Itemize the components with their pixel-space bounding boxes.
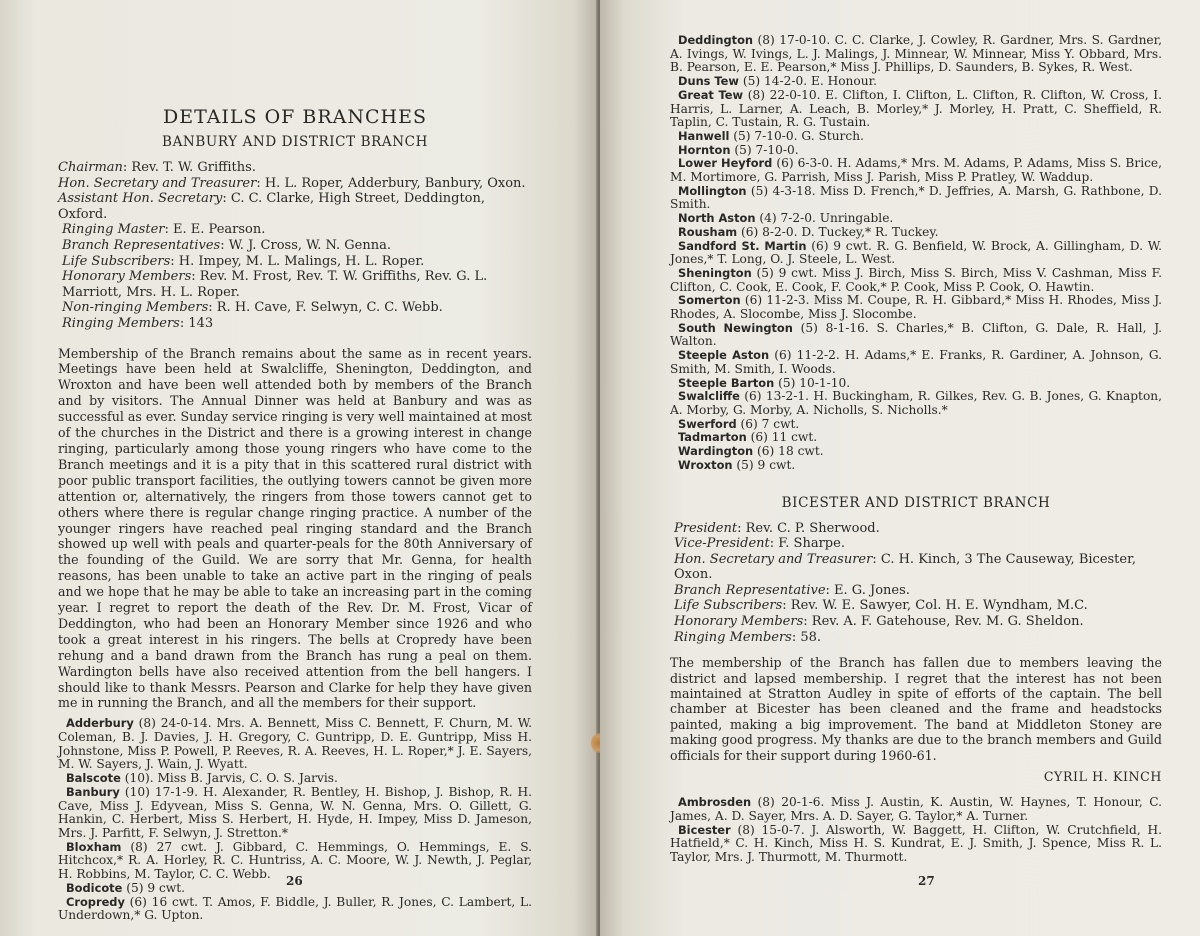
tower-entry: Duns Tew (5) 14-2-0. E. Honour.	[678, 74, 877, 89]
tower-entry: Tadmarton (6) 11 cwt.	[678, 430, 818, 445]
officer-row: Vice-President: F. Sharpe.	[674, 536, 845, 552]
main-title: DETAILS OF BRANCHES	[162, 106, 428, 128]
officer-row: Life Subscribers: H. Impey, M. L. Malings, H. L. Roper.	[62, 253, 425, 269]
tower-entry: Swerford (6) 7 cwt.	[678, 416, 800, 431]
tower-entry: Bicester (8) 15-0-7. J. Alsworth, W. Baggett, H. Clifton, W. Crutchfield, H. Hatfield,* C. H. Kinch, Miss H. S. Kundrat, E. J. Smith, J. Spence, Miss R. L. Taylor, Mrs. J. Thurmott, M. Thurmott.	[670, 822, 1162, 864]
officers-list-bicester	[670, 521, 1162, 646]
tower-list-banbury-continued	[670, 34, 1162, 473]
officer-row: Non-ringing Members: R. H. Cave, F. Selwyn, C. C. Webb.	[62, 300, 443, 316]
tower-entry: Hanwell (5) 7-10-0. G. Sturch.	[678, 128, 864, 143]
tower-entry: Steeple Barton (5) 10-1-10.	[678, 375, 851, 390]
tower-entry: Swalcliffe (6) 13-2-1. H. Buckingham, R. Gilkes, Rev. G. B. Jones, G. Knapton, A. Morby, G. Morby, A. Nicholls, S. Nicholls.*	[670, 389, 1163, 417]
tower-entry: South Newington (5) 8-1-16. S. Charles,* B. Clifton, G. Dale, R. Hall, J. Walton.	[670, 320, 1163, 349]
officer-row: Hon. Secretary and Treasurer: H. L. Roper, Adderbury, Banbury, Oxon.	[58, 175, 526, 191]
tower-entry: Hornton (5) 7-10-0.	[678, 142, 799, 157]
officer-row: Branch Representatives: W. J. Cross, W. N. Genna.	[62, 237, 392, 253]
page-number: 26	[286, 874, 303, 888]
tower-entry: Wardington (6) 18 cwt.	[678, 444, 824, 459]
tower-list-banbury	[58, 717, 532, 923]
right-page	[600, 0, 1200, 936]
tower-entry: Bloxham (8) 27 cwt. J. Gibbard, C. Hemmings, O. Hemmings, E. S. Hitchcox,* R. A. Horley, R. C. Huntriss, A. C. Moore, W. J. Newth, J. Peglar, H. Robbins, M. Taylor, C. C. Webb.	[58, 839, 532, 882]
branch-title-banbury: BANBURY AND DISTRICT BRANCH	[162, 134, 428, 150]
tower-entry: Great Tew (8) 22-0-10. E. Clifton, I. Clifton, L. Clifton, R. Clifton, W. Cross, I. Harris, L. Larner, A. Leach, B. Morley,* J. Morley, H. Pratt, C. Sheffield, R. Taplin, C. Tustain, R. G. Tustain.	[670, 87, 1162, 130]
report-signature: CYRIL H. KINCH	[1043, 769, 1162, 785]
officer-row: Assistant Hon. Secretary: C. C. Clarke, High Street, Deddington, Oxford.	[58, 191, 486, 222]
tower-entry: Banbury (10) 17-1-9. H. Alexander, R. Bentley, H. Bishop, J. Bishop, R. H. Cave, Miss J. Edyvean, Miss S. Genna, W. N. Genna, Mrs. O. Gillett, G. Hankin, C. Herbert, Miss S. Herbert, H. Hyde, H. Impey, Miss D. Jameson, Mrs. J. Parfitt, F. Selwyn, J. Stretton.*	[58, 784, 533, 840]
tower-entry: Rousham (6) 8-2-0. D. Tuckey,* R. Tuckey.	[678, 224, 939, 239]
branch-title-bicester: BICESTER AND DISTRICT BRANCH	[781, 494, 1051, 511]
tower-entry: Lower Heyford (6) 6-3-0. H. Adams,* Mrs. M. Adams, P. Adams, Miss S. Brice, M. Mortimore, G. Parrish, Miss J. Parish, Miss P. Pratley, W. Waddup.	[670, 156, 1162, 185]
tower-entry: Wroxton (5) 9 cwt.	[678, 457, 796, 472]
officer-row: Honorary Members: Rev. M. Frost, Rev. T. W. Griffiths, Rev. G. L. Marriott, Mrs. H. L. Roper.	[62, 269, 488, 300]
tower-entry: Sandford St. Martin (6) 9 cwt. R. G. Benfield, W. Brock, A. Gillingham, D. W. Jones,* T. Long, O. J. Steele, L. West.	[670, 238, 1162, 267]
officer-row: Life Subscribers: Rev. W. E. Sawyer, Col. H. E. Wyndham, M.C.	[674, 598, 1088, 614]
tower-entry: Deddington (8) 17-0-10. C. C. Clarke, J. Cowley, R. Gardner, Mrs. S. Gardner, A. Ivings, W. Ivings, L. J. Malings, J. Minnear, W. Minnear, Miss Y. Obbard, Mrs. B. Pearson, E. E. Pearson,* Miss J. Phillips, D. Saunders, B. Sykes, R. West.	[670, 33, 1162, 75]
branch-report-bicester: The membership of the Branch has fallen due to members leaving the district and lapsed membership. I regret that the interest has not been maintained at Stratton Audley in spite of efforts of the captain. The bell chamber at Bicester has been cleaned and the frame and headstocks painted, making a big improvement. The band at Middleton Stoney are making good progress. My thanks are due to the branch members and Guild officials for their support during 1960-61.	[670, 655, 1162, 763]
officer-row: Ringing Members: 58.	[674, 629, 822, 645]
tower-entry: Cropredy (6) 16 cwt. T. Amos, F. Biddle, J. Buller, R. Jones, C. Lambert, L. Underdown,* G. Upton.	[58, 894, 532, 923]
tower-entry: Shenington (5) 9 cwt. Miss J. Birch, Miss S. Birch, Miss V. Cashman, Miss F. Clifton, C. Cook, E. Cook, F. Cook,* P. Cook, Miss P. Cook, O. Hawtin.	[670, 265, 1163, 294]
page-number: 27	[918, 874, 935, 888]
officer-row: Chairman: Rev. T. W. Griffiths.	[58, 160, 256, 175]
tower-entry: Mollington (5) 4-3-18. Miss D. French,* D. Jeffries, A. Marsh, G. Rathbone, D. Smith.	[670, 183, 1163, 212]
tower-entry: Steeple Aston (6) 11-2-2. H. Adams,* E. Franks, R. Gardiner, A. Johnson, G. Smith, M. Smith, I. Woods.	[670, 348, 1162, 376]
officers-list-banbury	[58, 160, 532, 332]
officer-row: Honorary Members: Rev. A. F. Gatehouse, Rev. M. G. Sheldon.	[674, 614, 1084, 630]
tower-entry: Balscote (10). Miss B. Jarvis, C. O. S. Jarvis.	[66, 771, 338, 786]
tower-entry: Somerton (6) 11-2-3. Miss M. Coupe, R. H. Gibbard,* Miss H. Rhodes, Miss J. Rhodes, A. Slocombe, Miss J. Slocombe.	[670, 293, 1163, 322]
left-page	[0, 0, 598, 936]
officer-row: Ringing Members: 143	[62, 315, 214, 331]
tower-list-bicester	[670, 796, 1162, 865]
officer-row: Hon. Secretary and Treasurer: C. H. Kinch, 3 The Causeway, Bicester, Oxon.	[674, 551, 1137, 583]
tower-entry: Ambrosden (8) 20-1-6. Miss J. Austin, K. Austin, W. Haynes, T. Honour, C. James, A. D. Sayer, Mrs. A. D. Sayer, G. Taylor,* A. Turner.	[670, 795, 1163, 823]
tower-entry: Adderbury (8) 24-0-14. Mrs. A. Bennett, Miss C. Bennett, F. Churn, M. W. Coleman, B. J. Davies, J. H. Gregory, C. Guntripp, D. E. Guntripp, Miss H. Johnstone, Miss P. Powell, P. Reeves, R. A. Reeves, H. L. Roper,* J. E. Sayers, M. W. Sayers, J. Wain, J. Wyatt.	[58, 716, 533, 772]
branch-report-banbury: Membership of the Branch remains about the same as in recent years. Meetings have been held at Swalcliffe, Shenington, Deddington, and Wroxton and have been well attended both by members of the Branch and by visitors. The Annual Dinner was held at Banbury and was as successful as ever. Sunday service ringing is very well maintained at most of the churches in the District and there is a growing interest in change ringing, particularly among those young ringers who have come to the Branch meetings and it is a pity that in this scattered rural district with poor public transport facilities, the outlying towers cannot be given more attention or, alternatively, the ringers from those towers cannot get to others where there is regular change ringing practice. A number of the younger ringers have reached peal ringing standard and the Branch showed up well with peals and quarter-peals for the 80th Anniversary of the founding of the Guild. We are sorry that Mr. Genna, for health reasons, has been unable to take an active part in the ringing of peals and we hope that he may be able to take an increasing part in the coming year. I regret to report the death of the Rev. Dr. M. Frost, Vicar of Deddington, who had been an Honorary Member since 1926 and who took a great interest in his ringers. The bells at Cropredy have been rehung and a band drawn from the Branch has rung a peal on them. Wardington bells have also received attention from the bell hangers. I should like to thank Messrs. Pearson and Clarke for help they have given me in running the Branch, and all the members for their support.	[58, 345, 532, 711]
tower-entry: North Aston (4) 7-2-0. Unringable.	[678, 211, 894, 226]
officer-row: Branch Representative: E. G. Jones.	[674, 582, 910, 598]
officer-row: President: Rev. C. P. Sherwood.	[674, 520, 880, 536]
tower-entry: Bodicote (5) 9 cwt.	[66, 880, 185, 895]
officer-row: Ringing Master: E. E. Pearson.	[62, 222, 266, 238]
